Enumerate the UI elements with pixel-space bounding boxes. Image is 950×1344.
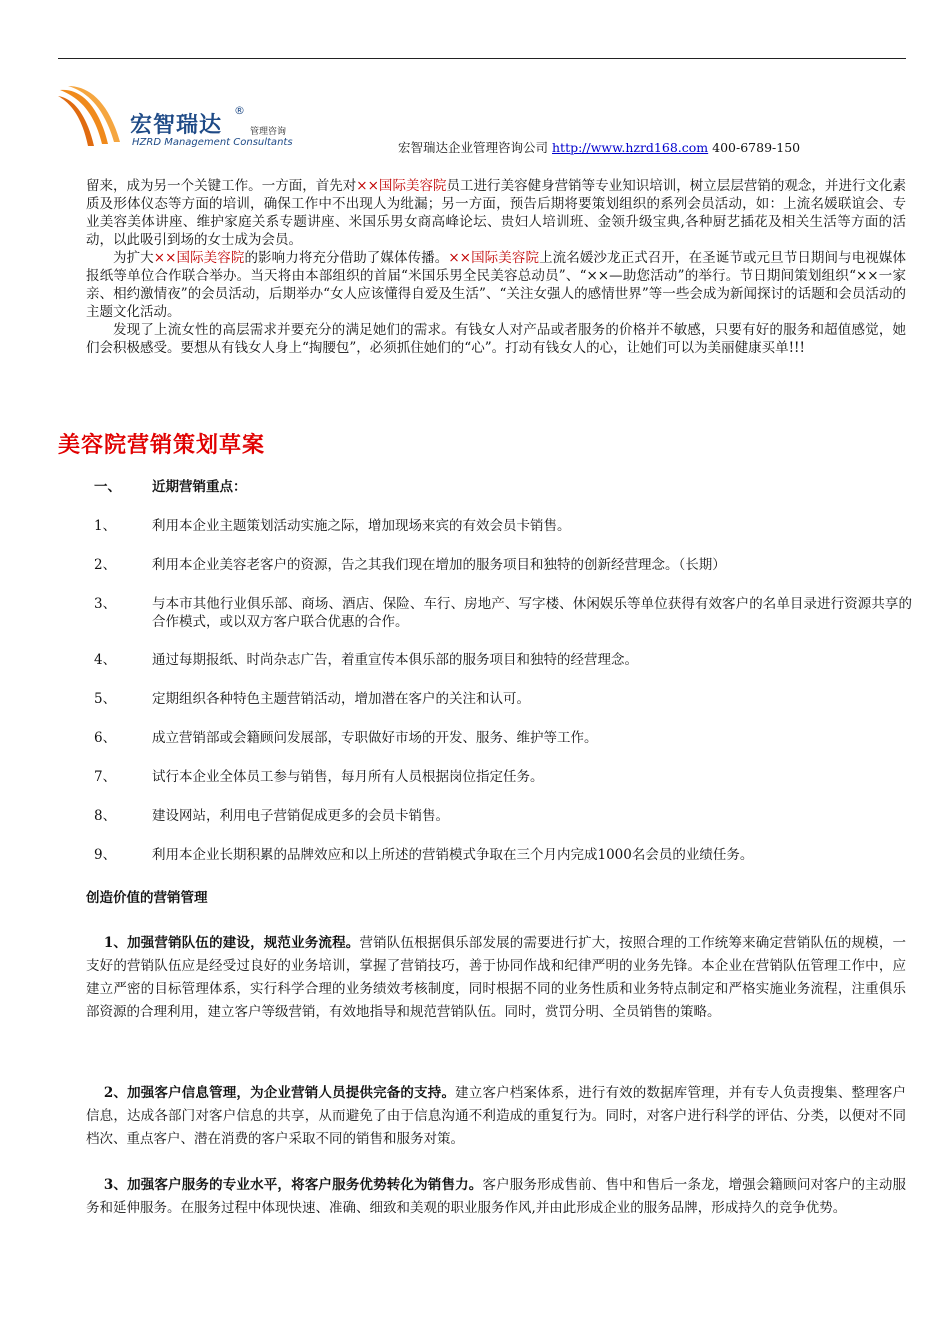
intro-paragraph-3: 发现了上流女性的高层需求并要充分的满足她们的需求。有钱女人对产品或者服务的价格并不敏感，只要有好的服务和超值感觉，她们会积极感受。要想从有钱女人身上“掏腰包”，必须抓住她们的“心”。打动有钱女人的心，让她们可以为美丽健康买单!!!	[86, 322, 906, 356]
company-url-link[interactable]: http://www.hzrd168.com	[552, 140, 709, 155]
section-title: 美容院营销策划草案	[58, 432, 266, 458]
intro-paragraph-1: 留来，成为另一个关键工作。一方面，首先对××国际美容院员工进行美容健身营销等专业知识培训，树立层层营销的观念，并进行文化素质及形体仪态等方面的培训，确保工作中不出现人为纰漏；另一方面，预告后期将要策划组织的系列会员活动，如：上流名媛联谊会、专业美容美体讲座、维护家庭关系专题讲座、米国乐男女商高峰论坛、贵妇人培训班、金领升级宝典,各种厨艺插花及相关生活等方面的活动，以此吸引到场的女士成为会员。	[86, 178, 907, 248]
strategy-paragraph-1: 1、加强营销队伍的建设，规范业务流程。营销队伍根据俱乐部发展的需要进行扩大，按照合理的工作统筹来确定营销队伍的规模，一支好的营销队伍应是经受过良好的业务培训，掌握了营销技巧，善于协同作战和纪律严明的业务先锋。本企业在营销队伍管理工作中，应建立严密的目标管理体系，实行科学合理的业务绩效考核制度，同时根据不同的业务性质和业务特点制定和严格实施业务流程，注重俱乐部资源的合理利用，建立客户等级营销，有效地指导和规范营销队伍。同时，赏罚分明、全员销售的策略。	[86, 935, 906, 1020]
salon-name-highlight: ××国际美容院	[356, 178, 447, 194]
header-rule	[58, 58, 906, 59]
company-name: 宏智瑞达企业管理咨询公司	[398, 140, 549, 155]
logo-registered-mark: ®	[234, 104, 245, 117]
company-logo	[58, 82, 298, 152]
focus-title: 近期营销重点：	[152, 479, 247, 495]
company-phone: 400-6789-150	[712, 140, 801, 155]
logo-chinese-name: 宏智瑞达	[130, 113, 223, 138]
focus-number: 一、	[94, 479, 121, 495]
strategy-lead: 1、加强营销队伍的建设，规范业务流程。	[103, 935, 360, 951]
logo-english-name: HZRD Management Consultants	[132, 137, 293, 148]
strategy-paragraph-3: 3、加强客户服务的专业水平，将客户服务优势转化为销售力。客户服务形成售前、售中和售后一条龙，增强会籍顾问对客户的主动服务和延伸服务。在服务过程中体现快速、准确、细致和美观的职业服务作风,并由此形成企业的服务品牌，形成持久的竞争优势。	[86, 1177, 906, 1216]
salon-name-highlight: ××国际美容院	[153, 250, 245, 266]
strategy-lead: 3、加强客户服务的专业水平，将客户服务优势转化为销售力。	[103, 1177, 483, 1193]
strategy-paragraph-2: 2、加强客户信息管理，为企业营销人员提供完备的支持。建立客户档案体系，进行有效的数据库管理，并有专人负责搜集、整理客户信息，达成各部门对客户信息的共享，从而避免了由于信息沟通不利造成的重复行为。同时，对客户进行科学的评估、分类，以便对不同档次、重点客户、潜在消费的客户采取不同的销售和服务对策。	[86, 1085, 906, 1147]
value-heading: 创造价值的营销管理	[86, 890, 208, 906]
company-info	[398, 138, 800, 156]
salon-name-highlight: ××国际美容院	[448, 250, 540, 266]
intro-text	[86, 177, 906, 357]
strategy-lead: 2、加强客户信息管理，为企业营销人员提供完备的支持。	[103, 1085, 456, 1101]
intro-paragraph-2: 为扩大××国际美容院的影响力将充分借助了媒体传播。××国际美容院上流名媛沙龙正式召开，在圣诞节或元旦节日期间与电视媒体报纸等单位合作联合举办。当天将由本部组织的首届“米国乐男全民美容总动员”、“××—助您活动”的举行。节日期间策划组织“××一家亲、相约激情夜”的会员活动，后期举办“女人应该懂得自爱及生活”、“关注女强人的感情世界”等一些会成为新闻探讨的话题和会员活动的主题文化活动。	[86, 250, 906, 320]
logo-swoosh-icon	[58, 82, 138, 152]
logo-tagline: 管理咨询	[250, 127, 287, 137]
